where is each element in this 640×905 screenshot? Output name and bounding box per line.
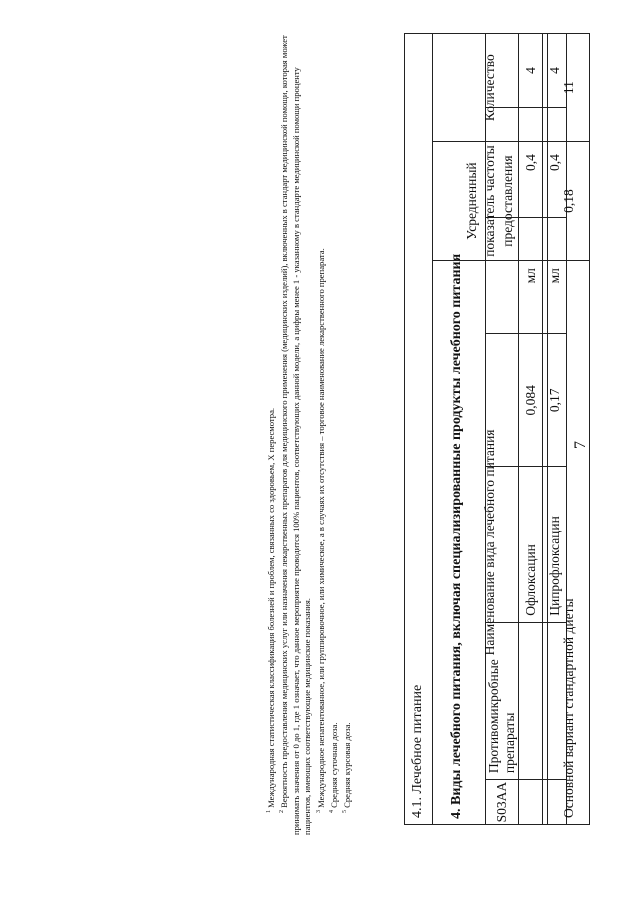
diet-name: Основной вариант стандартной диеты [548,260,590,824]
drug-dose-daily: 0,4 [519,108,543,218]
section-heading: 4. Виды лечебного питания, включая специализированные продукты лечебного питания [449,253,464,819]
drug-unit: мл [519,217,543,334]
group-name: Противомикробные препараты [486,622,519,779]
table-row [548,34,590,825]
footnote: $^3$ Международное непатентованное, или группировочное, или химическое, а в случаях их отсутствия – торговое наименование лекарственного препарата. [315,248,326,813]
page-number: 7 [572,441,589,449]
drug-name: Офлоксацин [519,466,543,622]
footnote: $^1$ Международная статистическая классификация болезней и проблем, связанных со здоровьем, X пересмотра. [265,407,276,813]
column-header-quantity: Количество [432,34,547,142]
drug-name: Ципрофлоксацин [543,466,567,622]
drug-dose-course: 4 [543,34,567,108]
subsection-title: 4.1. Лечебное питание [405,34,433,825]
diet-quantity: 11 [548,34,590,142]
table-header-row [432,34,547,825]
group-code: S03AA [486,780,519,825]
drug-value: 0,084 [519,334,543,466]
diet-frequency: 0,18 [548,142,590,261]
footnotes [264,35,354,835]
drug-unit: мл [543,217,567,334]
column-header-name: Наименование вида лечебного питания [432,260,547,824]
drug-dose-course: 4 [519,34,543,108]
footnote: $^5$ Средняя курсовая доза. [342,722,353,813]
diet-table [404,33,590,825]
footnote: $^2$ Вероятность предоставления медицинских услуг или назначения лекарственных препаратов для медицинского применения (медицинских изделий), включенных в стандарт медицинской помощи, которая может принимать значения от 0 до 1, где 1 означает, что данное мероприятие проводится 100% пациентов, соответствующих данной модели, а цифры менее 1 - указанному в стандарте медицинской помощи проценту пациентов, имеющих соответствующие медицинские показания. [279,35,313,835]
footnote: $^4$ Средняя суточная доза. [328,722,339,813]
diet-table-wrapper [404,33,590,825]
table-row [405,34,433,825]
drug-dose-daily: 0,4 [543,108,567,218]
column-header-frequency: Усредненный показатель частоты предоставления [432,142,547,261]
drug-value: 0,17 [543,334,567,466]
